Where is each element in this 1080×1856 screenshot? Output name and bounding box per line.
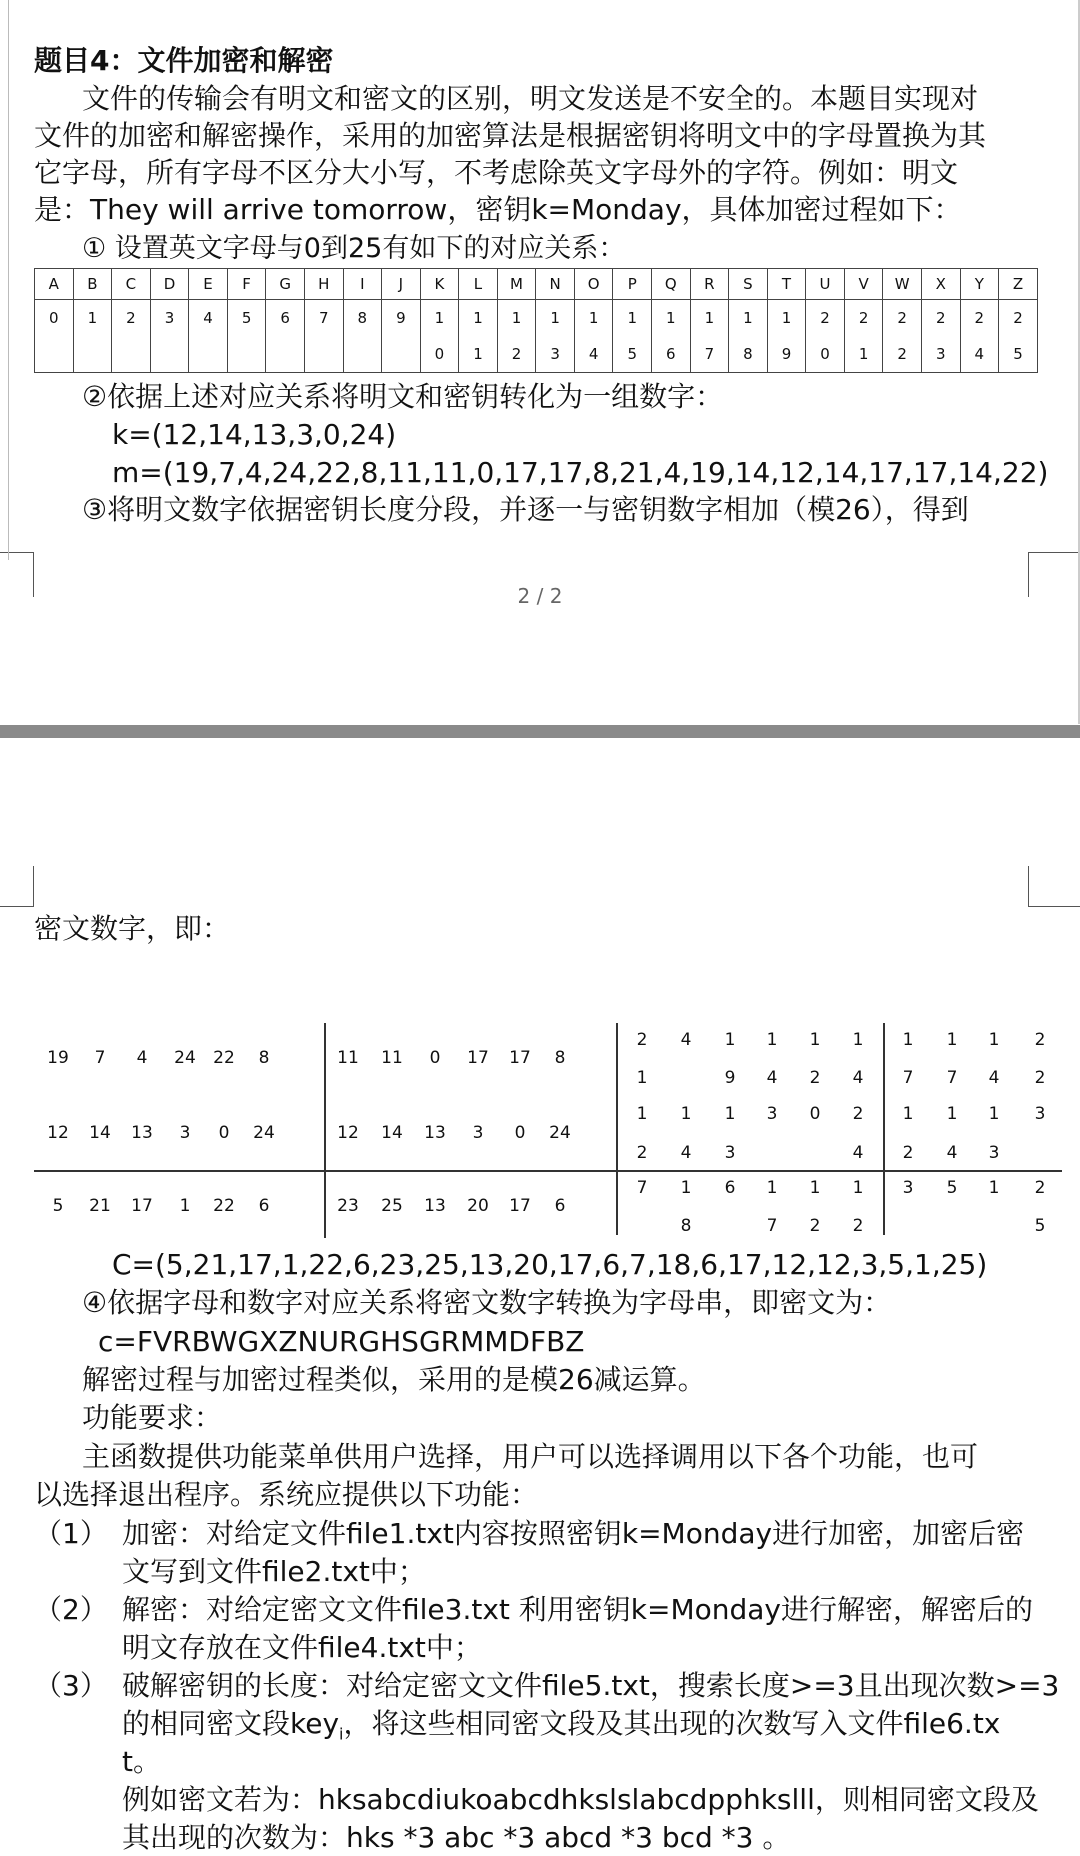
plain-num-bottom-digit: 7 <box>902 1068 914 1088</box>
ciphertext: c=FVRBWGXZNURGHSGRMMDFBZ <box>98 1325 585 1358</box>
number-cell-top: 2 <box>921 300 960 337</box>
plain-num-bottom-digit: 2 <box>809 1068 821 1088</box>
letter-cell: J <box>382 269 421 300</box>
cipher-num: 22 <box>213 1196 235 1216</box>
plain-num-top-digit: 2 <box>636 1030 648 1050</box>
key-num-bottom-digit: 4 <box>852 1143 864 1163</box>
cipher-num: 17 <box>131 1196 153 1216</box>
cipher-num: 20 <box>467 1196 489 1216</box>
menu-line-1: 主函数提供功能菜单供用户选择，用户可以选择调用以下各个功能，也可 <box>82 1440 979 1473</box>
number-cell-bottom: 2 <box>883 336 922 373</box>
number-cell-top: 2 <box>112 300 151 337</box>
key-num: 12 <box>337 1123 359 1143</box>
number-cell-bottom: 3 <box>536 336 575 373</box>
plain-num-bottom-digit: 4 <box>852 1068 864 1088</box>
step-3: ③将明文数字依据密钥长度分段，并逐一与密钥数字相加（模26），得到 <box>82 493 969 526</box>
item-1-line-1: 加密：对给定文件file1.txt内容按照密钥k=Monday进行加密，加密后密 <box>122 1517 1025 1550</box>
cipher-num: 23 <box>337 1196 359 1216</box>
cipher-num-bottom-digit: 8 <box>680 1216 692 1236</box>
letter-cell: D <box>150 269 189 300</box>
number-cell-bottom <box>73 336 112 373</box>
plain-num: 22 <box>213 1048 235 1068</box>
plain-num-top-digit: 1 <box>946 1030 958 1050</box>
cipher-num-top-digit: 7 <box>636 1178 648 1198</box>
item-3-line-3: t。 <box>122 1745 161 1778</box>
plain-num: 0 <box>429 1048 441 1068</box>
number-cell-top: 8 <box>343 300 382 337</box>
cipher-num: 1 <box>179 1196 191 1216</box>
number-cell-bottom: 3 <box>921 336 960 373</box>
cipher-num-top-digit: 1 <box>766 1178 778 1198</box>
cipher-label: 密文数字，即： <box>34 912 231 945</box>
plain-num-top-digit: 1 <box>988 1030 1000 1050</box>
key-num: 0 <box>218 1123 230 1143</box>
key-num-top-digit: 1 <box>946 1104 958 1124</box>
letter-cell: C <box>112 269 151 300</box>
item-2-line-2: 明文存放在文件file4.txt中； <box>122 1631 482 1664</box>
letter-cell: N <box>536 269 575 300</box>
item-2-line-1: 解密：对给定密文文件file3.txt 利用密钥k=Monday进行解密，解密后的 <box>122 1593 1034 1626</box>
function-requirements: 功能要求： <box>82 1401 223 1434</box>
letter-cell: E <box>189 269 228 300</box>
letter-cell: K <box>420 269 459 300</box>
number-cell-top: 4 <box>189 300 228 337</box>
step-4: ④依据字母和数字对应关系将密文数字转换为字母串，即密文为： <box>82 1286 892 1319</box>
para-line-4: 是：They will arrive tomorrow，密钥k=Monday，具体加密过程如下： <box>34 193 962 226</box>
number-cell-top: 1 <box>420 300 459 337</box>
plain-num: 17 <box>467 1048 489 1068</box>
number-cell-bottom: 5 <box>613 336 652 373</box>
number-cell-bottom: 0 <box>420 336 459 373</box>
para-line-1: 文件的传输会有明文和密文的区别，明文发送是不安全的。本题目实现对 <box>82 82 979 115</box>
number-cell-bottom: 4 <box>960 336 999 373</box>
item-1-line-2: 文写到文件file2.txt中； <box>122 1555 426 1588</box>
plain-num-top-digit: 4 <box>680 1030 692 1050</box>
number-cell-top: 0 <box>35 300 74 337</box>
letter-cell: P <box>613 269 652 300</box>
cipher-num-top-digit: 5 <box>946 1178 958 1198</box>
number-cell-top: 1 <box>729 300 768 337</box>
key-num-top-digit: 1 <box>724 1104 736 1124</box>
number-cell-bottom <box>189 336 228 373</box>
plain-num: 19 <box>47 1048 69 1068</box>
number-cell-top: 5 <box>227 300 266 337</box>
key-num: 0 <box>514 1123 526 1143</box>
menu-line-2: 以选择退出程序。系统应提供以下功能： <box>34 1478 539 1511</box>
key-num: 3 <box>472 1123 484 1143</box>
letter-cell: T <box>767 269 806 300</box>
number-cell-bottom <box>112 336 151 373</box>
plain-num-top-digit: 1 <box>724 1030 736 1050</box>
item-3-line-2-a: 的相同密文段key <box>122 1707 340 1740</box>
key-num: 14 <box>381 1123 403 1143</box>
cipher-num-bottom-digit: 5 <box>1034 1216 1046 1236</box>
plain-num-bottom-digit: 4 <box>988 1068 1000 1088</box>
cipher-num-top-digit: 2 <box>1034 1178 1046 1198</box>
number-cell-top: 3 <box>150 300 189 337</box>
plain-num-top-digit: 2 <box>1034 1030 1046 1050</box>
page-number: 2 / 2 <box>517 584 563 608</box>
decrypt-note: 解密过程与加密过程类似，采用的是模26减运算。 <box>82 1363 706 1396</box>
letter-cell: X <box>921 269 960 300</box>
letter-cell: M <box>497 269 536 300</box>
cipher-num-top-digit: 1 <box>809 1178 821 1198</box>
key-num: 24 <box>549 1123 571 1143</box>
key-num: 13 <box>424 1123 446 1143</box>
cipher-num: 6 <box>258 1196 270 1216</box>
key-num-top-digit: 1 <box>680 1104 692 1124</box>
divider-3 <box>883 1023 885 1235</box>
key-num-top-digit: 2 <box>852 1104 864 1124</box>
letter-cell: Y <box>960 269 999 300</box>
number-cell-top: 1 <box>536 300 575 337</box>
plain-num: 8 <box>554 1048 566 1068</box>
number-cell-top: 1 <box>613 300 652 337</box>
number-cell-top: 1 <box>73 300 112 337</box>
number-cell-bottom <box>343 336 382 373</box>
letter-cell: U <box>806 269 845 300</box>
number-cell-top: 7 <box>304 300 343 337</box>
item-3-line-2 <box>122 1705 1000 1753</box>
item-3-line-1: 破解密钥的长度：对给定密文文件file5.txt，搜索长度>=3且出现次数>=3 <box>122 1669 1060 1702</box>
key-num: 14 <box>89 1123 111 1143</box>
crop-mark-left-top <box>0 866 34 907</box>
page-edge-left <box>0 0 9 560</box>
letter-cell: Z <box>999 269 1038 300</box>
key-num-bottom-digit: 3 <box>988 1143 1000 1163</box>
key-num: 24 <box>253 1123 275 1143</box>
number-cell-bottom: 2 <box>497 336 536 373</box>
key-num: 12 <box>47 1123 69 1143</box>
plain-num: 8 <box>258 1048 270 1068</box>
letter-cell: O <box>574 269 613 300</box>
step-1: ① 设置英文字母与0到25有如下的对应关系： <box>82 233 626 264</box>
key-num-top-digit: 1 <box>988 1104 1000 1124</box>
key-num-bottom-digit: 3 <box>724 1143 736 1163</box>
letter-cell: B <box>73 269 112 300</box>
plain-num-bottom-digit: 2 <box>1034 1068 1046 1088</box>
number-cell-bottom: 7 <box>690 336 729 373</box>
key-num: 3 <box>179 1123 191 1143</box>
key-num-bottom-digit: 4 <box>946 1143 958 1163</box>
letter-cell: I <box>343 269 382 300</box>
key-num-bottom-digit: 2 <box>902 1143 914 1163</box>
letter-cell: W <box>883 269 922 300</box>
plain-num-bottom-digit: 4 <box>766 1068 778 1088</box>
number-cell-bottom: 5 <box>999 336 1038 373</box>
item-2-number: （2） <box>34 1593 108 1626</box>
key-num-top-digit: 1 <box>636 1104 648 1124</box>
plain-num-top-digit: 1 <box>766 1030 778 1050</box>
cipher-num-top-digit: 1 <box>988 1178 1000 1198</box>
divider-2 <box>616 1023 618 1235</box>
cipher-num: 25 <box>381 1196 403 1216</box>
item-1-number: （1） <box>34 1517 108 1550</box>
example-line-1: 例如密文若为：hksabcdiukoabcdhkslslabcdpphkslll，则相同密文段及 <box>122 1783 1039 1816</box>
alphabet-table <box>34 268 1038 373</box>
key-numbers: k=(12,14,13,3,0,24) <box>112 418 397 451</box>
number-cell-top: 2 <box>999 300 1038 337</box>
key-num-bottom-digit: 4 <box>680 1143 692 1163</box>
letter-cell: L <box>459 269 498 300</box>
plain-num: 4 <box>136 1048 148 1068</box>
page-separator <box>0 725 1080 738</box>
key-subscript: i <box>339 1724 344 1744</box>
letter-cell: S <box>729 269 768 300</box>
key-num-top-digit: 3 <box>1034 1104 1046 1124</box>
number-cell-bottom <box>35 336 74 373</box>
step-2: ②依据上述对应关系将明文和密钥转化为一组数字： <box>82 380 724 413</box>
example-line-2: 其出现的次数为：hks *3 abc *3 abcd *3 bcd *3 。 <box>122 1821 791 1854</box>
key-num-top-digit: 3 <box>766 1104 778 1124</box>
number-cell-top: 1 <box>497 300 536 337</box>
sum-line <box>34 1170 1062 1172</box>
number-cell-bottom <box>227 336 266 373</box>
divider-1 <box>324 1023 326 1238</box>
number-cell-top: 2 <box>960 300 999 337</box>
cipher-num-top-digit: 3 <box>902 1178 914 1198</box>
key-num-bottom-digit: 2 <box>636 1143 648 1163</box>
plain-num: 17 <box>509 1048 531 1068</box>
number-cell-top: 2 <box>844 300 883 337</box>
plain-num: 11 <box>337 1048 359 1068</box>
number-cell-bottom <box>266 336 305 373</box>
letter-cell: F <box>227 269 266 300</box>
letter-cell: Q <box>652 269 691 300</box>
plain-num: 7 <box>94 1048 106 1068</box>
plain-num: 11 <box>381 1048 403 1068</box>
item-3-number: （3） <box>34 1669 108 1702</box>
cipher-num: 13 <box>424 1196 446 1216</box>
key-num-top-digit: 1 <box>902 1104 914 1124</box>
key-num-top-digit: 0 <box>809 1104 821 1124</box>
number-cell-bottom <box>150 336 189 373</box>
plain-num-bottom-digit: 7 <box>946 1068 958 1088</box>
plain-num-top-digit: 1 <box>902 1030 914 1050</box>
plain-num-bottom-digit: 9 <box>724 1068 736 1088</box>
plain-num-top-digit: 1 <box>852 1030 864 1050</box>
cipher-numbers: C=(5,21,17,1,22,6,23,25,13,20,17,6,7,18,6,17,12,12,3,5,1,25) <box>112 1248 988 1281</box>
letter-cell: G <box>266 269 305 300</box>
number-cell-top: 1 <box>574 300 613 337</box>
cipher-num-bottom-digit: 2 <box>852 1216 864 1236</box>
number-cell-bottom <box>382 336 421 373</box>
cipher-num: 6 <box>554 1196 566 1216</box>
problem-title: 题目4：文件加密和解密 <box>34 44 334 77</box>
number-cell-bottom: 9 <box>767 336 806 373</box>
cipher-num-bottom-digit: 7 <box>766 1216 778 1236</box>
number-cell-top: 2 <box>883 300 922 337</box>
number-cell-bottom: 6 <box>652 336 691 373</box>
number-cell-bottom: 1 <box>459 336 498 373</box>
number-cell-top: 2 <box>806 300 845 337</box>
cipher-num-top-digit: 1 <box>852 1178 864 1198</box>
cipher-num-top-digit: 1 <box>680 1178 692 1198</box>
cipher-num: 5 <box>52 1196 64 1216</box>
plain-num-top-digit: 1 <box>809 1030 821 1050</box>
number-cell-top: 1 <box>459 300 498 337</box>
number-cell-top: 6 <box>266 300 305 337</box>
cipher-num: 21 <box>89 1196 111 1216</box>
plaintext-numbers: m=(19,7,4,24,22,8,11,11,0,17,17,8,21,4,19,14,12,14,17,17,14,22) <box>112 456 1049 489</box>
number-cell-bottom: 8 <box>729 336 768 373</box>
number-cell-top: 1 <box>690 300 729 337</box>
plain-num-bottom-digit: 1 <box>636 1068 648 1088</box>
crop-mark-right-top <box>1028 866 1080 907</box>
number-cell-top: 1 <box>767 300 806 337</box>
number-cell-top: 9 <box>382 300 421 337</box>
number-cell-bottom: 1 <box>844 336 883 373</box>
number-cell-top: 1 <box>652 300 691 337</box>
para-line-2: 文件的加密和解密操作，采用的加密算法是根据密钥将明文中的字母置换为其 <box>34 119 987 152</box>
item-3-line-2-b: ，将这些相同密文段及其出现的次数写入文件file6.tx <box>343 1707 1001 1740</box>
number-cell-bottom: 0 <box>806 336 845 373</box>
number-cell-bottom: 4 <box>574 336 613 373</box>
cipher-num-bottom-digit: 2 <box>809 1216 821 1236</box>
number-cell-bottom <box>304 336 343 373</box>
key-num: 13 <box>131 1123 153 1143</box>
cipher-num: 17 <box>509 1196 531 1216</box>
cipher-num-top-digit: 6 <box>724 1178 736 1198</box>
page-2 <box>0 738 1080 1854</box>
para-line-3: 它字母，所有字母不区分大小写，不考虑除英文字母外的字符。例如：明文 <box>34 156 959 189</box>
plain-num: 24 <box>174 1048 196 1068</box>
letter-cell: A <box>35 269 74 300</box>
letter-cell: H <box>304 269 343 300</box>
letter-cell: R <box>690 269 729 300</box>
letter-cell: V <box>844 269 883 300</box>
